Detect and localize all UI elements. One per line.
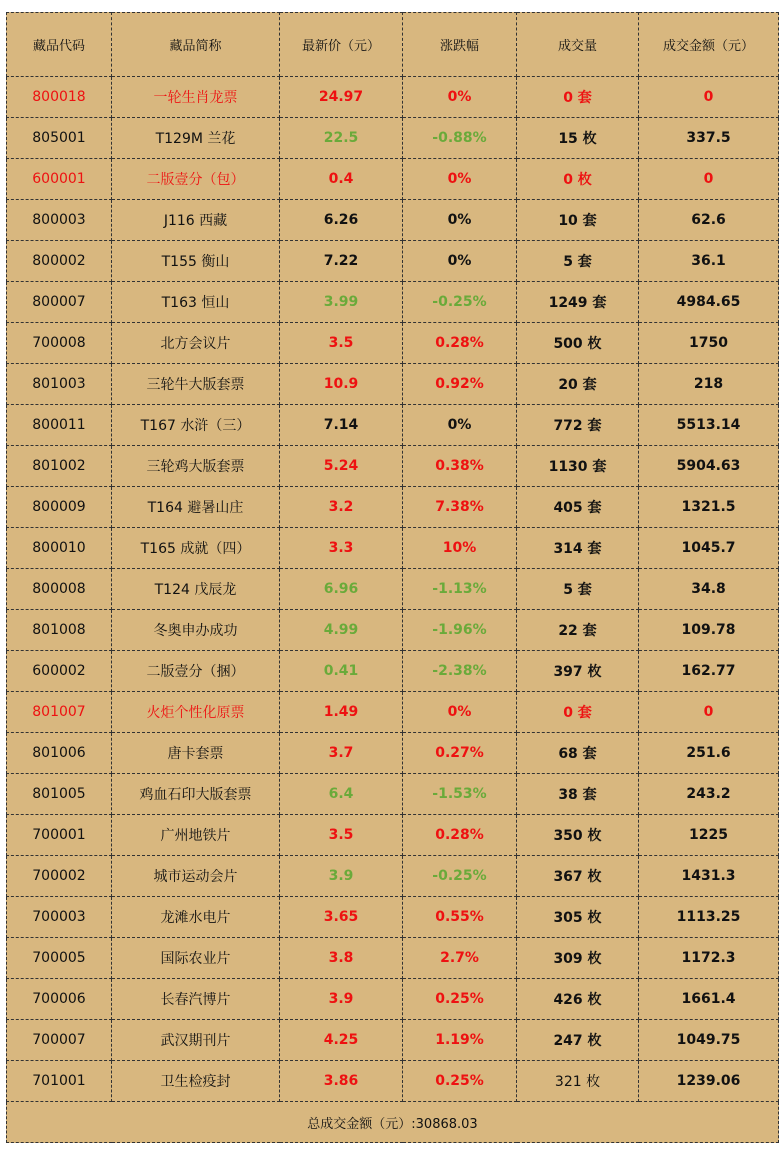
cell-change: 0%: [403, 77, 517, 118]
header-change: 涨跌幅: [403, 13, 517, 77]
cell-change: 1.19%: [403, 1020, 517, 1061]
table-row: [7, 938, 779, 979]
cell-volume: 305 枚: [517, 897, 639, 938]
cell-code: 600001: [7, 159, 112, 200]
cell-volume: 426 枚: [517, 979, 639, 1020]
cell-name: 武汉期刊片: [112, 1020, 280, 1061]
cell-amount: 1750: [639, 323, 779, 364]
cell-code: 805001: [7, 118, 112, 159]
cell-price: 1.49: [280, 692, 403, 733]
table-row: [7, 1061, 779, 1102]
cell-change: -0.25%: [403, 282, 517, 323]
cell-code: 701001: [7, 1061, 112, 1102]
cell-price: 3.86: [280, 1061, 403, 1102]
cell-code: 801003: [7, 364, 112, 405]
cell-amount: 4984.65: [639, 282, 779, 323]
cell-name: 广州地铁片: [112, 815, 280, 856]
cell-code: 800003: [7, 200, 112, 241]
cell-code: 700007: [7, 1020, 112, 1061]
table-row: [7, 446, 779, 487]
cell-amount: 5513.14: [639, 405, 779, 446]
cell-amount: 337.5: [639, 118, 779, 159]
cell-change: -1.53%: [403, 774, 517, 815]
cell-code: 800009: [7, 487, 112, 528]
cell-name: 二版壹分（包）: [112, 159, 280, 200]
cell-price: 3.2: [280, 487, 403, 528]
cell-volume: 350 枚: [517, 815, 639, 856]
cell-change: -0.25%: [403, 856, 517, 897]
cell-volume: 5 套: [517, 569, 639, 610]
table-row: [7, 979, 779, 1020]
market-table-container: [6, 12, 778, 1143]
cell-volume: 397 枚: [517, 651, 639, 692]
cell-amount: 1049.75: [639, 1020, 779, 1061]
table-row: [7, 200, 779, 241]
cell-name: 鸡血石印大版套票: [112, 774, 280, 815]
table-row: [7, 774, 779, 815]
cell-price: 3.5: [280, 323, 403, 364]
cell-price: 4.99: [280, 610, 403, 651]
cell-price: 3.8: [280, 938, 403, 979]
cell-price: 0.4: [280, 159, 403, 200]
cell-name: J116 西藏: [112, 200, 280, 241]
table-body: [7, 77, 779, 1102]
cell-volume: 314 套: [517, 528, 639, 569]
cell-price: 3.5: [280, 815, 403, 856]
table-row: [7, 118, 779, 159]
table-row: [7, 487, 779, 528]
table-row: [7, 897, 779, 938]
cell-name: 龙滩水电片: [112, 897, 280, 938]
header-amount: 成交金额（元）: [639, 13, 779, 77]
cell-amount: 36.1: [639, 241, 779, 282]
cell-name: 三轮牛大版套票: [112, 364, 280, 405]
cell-amount: 5904.63: [639, 446, 779, 487]
table-row: [7, 651, 779, 692]
cell-code: 801008: [7, 610, 112, 651]
cell-amount: 1239.06: [639, 1061, 779, 1102]
cell-name: 长春汽博片: [112, 979, 280, 1020]
cell-code: 700008: [7, 323, 112, 364]
cell-name: 国际农业片: [112, 938, 280, 979]
market-table: [6, 12, 779, 1143]
cell-code: 801006: [7, 733, 112, 774]
cell-change: 2.7%: [403, 938, 517, 979]
cell-volume: 10 套: [517, 200, 639, 241]
cell-change: 0.25%: [403, 1061, 517, 1102]
total-amount: 总成交金额（元）:30868.03: [7, 1102, 779, 1143]
cell-amount: 1431.3: [639, 856, 779, 897]
table-row: [7, 364, 779, 405]
cell-amount: 251.6: [639, 733, 779, 774]
cell-name: T129M 兰花: [112, 118, 280, 159]
cell-name: T124 戊辰龙: [112, 569, 280, 610]
table-row: [7, 405, 779, 446]
cell-code: 801002: [7, 446, 112, 487]
cell-amount: 162.77: [639, 651, 779, 692]
cell-change: -0.88%: [403, 118, 517, 159]
cell-amount: 62.6: [639, 200, 779, 241]
cell-price: 3.65: [280, 897, 403, 938]
cell-code: 801007: [7, 692, 112, 733]
cell-change: 0.28%: [403, 323, 517, 364]
cell-code: 700002: [7, 856, 112, 897]
cell-volume: 0 套: [517, 692, 639, 733]
cell-name: 三轮鸡大版套票: [112, 446, 280, 487]
cell-volume: 1249 套: [517, 282, 639, 323]
table-row: [7, 323, 779, 364]
cell-amount: 1172.3: [639, 938, 779, 979]
header-name: 藏品简称: [112, 13, 280, 77]
header-price: 最新价（元）: [280, 13, 403, 77]
cell-change: 0%: [403, 692, 517, 733]
cell-code: 800002: [7, 241, 112, 282]
cell-volume: 247 枚: [517, 1020, 639, 1061]
cell-change: 10%: [403, 528, 517, 569]
cell-amount: 1045.7: [639, 528, 779, 569]
table-row: [7, 159, 779, 200]
cell-name: T167 水浒（三）: [112, 405, 280, 446]
cell-volume: 0 套: [517, 77, 639, 118]
cell-name: 火炬个性化原票: [112, 692, 280, 733]
cell-code: 801005: [7, 774, 112, 815]
cell-volume: 367 枚: [517, 856, 639, 897]
cell-code: 800007: [7, 282, 112, 323]
table-row: [7, 692, 779, 733]
cell-volume: 68 套: [517, 733, 639, 774]
cell-price: 6.4: [280, 774, 403, 815]
cell-code: 700003: [7, 897, 112, 938]
cell-change: 0.38%: [403, 446, 517, 487]
cell-code: 700005: [7, 938, 112, 979]
cell-change: -1.96%: [403, 610, 517, 651]
cell-amount: 34.8: [639, 569, 779, 610]
table-row: [7, 856, 779, 897]
cell-amount: 1321.5: [639, 487, 779, 528]
cell-code: 600002: [7, 651, 112, 692]
cell-volume: 1130 套: [517, 446, 639, 487]
header-code: 藏品代码: [7, 13, 112, 77]
cell-name: T164 避暑山庄: [112, 487, 280, 528]
cell-change: 0.28%: [403, 815, 517, 856]
cell-change: 0%: [403, 241, 517, 282]
cell-change: 0%: [403, 159, 517, 200]
cell-change: -2.38%: [403, 651, 517, 692]
cell-name: 冬奥申办成功: [112, 610, 280, 651]
cell-volume: 772 套: [517, 405, 639, 446]
cell-amount: 109.78: [639, 610, 779, 651]
header-volume: 成交量: [517, 13, 639, 77]
cell-name: 城市运动会片: [112, 856, 280, 897]
table-row: [7, 241, 779, 282]
cell-name: 二版壹分（捆）: [112, 651, 280, 692]
cell-name: 北方会议片: [112, 323, 280, 364]
cell-change: 7.38%: [403, 487, 517, 528]
cell-volume: 15 枚: [517, 118, 639, 159]
cell-name: 唐卡套票: [112, 733, 280, 774]
cell-price: 6.96: [280, 569, 403, 610]
cell-change: -1.13%: [403, 569, 517, 610]
cell-price: 10.9: [280, 364, 403, 405]
cell-amount: 0: [639, 159, 779, 200]
cell-amount: 1661.4: [639, 979, 779, 1020]
cell-price: 6.26: [280, 200, 403, 241]
cell-volume: 20 套: [517, 364, 639, 405]
cell-price: 3.9: [280, 856, 403, 897]
cell-price: 4.25: [280, 1020, 403, 1061]
cell-amount: 1225: [639, 815, 779, 856]
cell-price: 5.24: [280, 446, 403, 487]
table-row: [7, 77, 779, 118]
cell-price: 7.14: [280, 405, 403, 446]
cell-change: 0%: [403, 200, 517, 241]
cell-name: 卫生检疫封: [112, 1061, 280, 1102]
cell-name: T155 衡山: [112, 241, 280, 282]
cell-amount: 1113.25: [639, 897, 779, 938]
cell-change: 0.55%: [403, 897, 517, 938]
cell-code: 700006: [7, 979, 112, 1020]
cell-amount: 0: [639, 77, 779, 118]
header-row: [7, 13, 779, 77]
cell-volume: 22 套: [517, 610, 639, 651]
cell-name: T165 成就（四）: [112, 528, 280, 569]
cell-volume: 38 套: [517, 774, 639, 815]
footer-row: [7, 1102, 779, 1143]
cell-code: 800011: [7, 405, 112, 446]
cell-price: 3.9: [280, 979, 403, 1020]
cell-change: 0.92%: [403, 364, 517, 405]
table-row: [7, 610, 779, 651]
table-row: [7, 733, 779, 774]
cell-price: 7.22: [280, 241, 403, 282]
cell-price: 3.3: [280, 528, 403, 569]
cell-volume: 405 套: [517, 487, 639, 528]
cell-volume: 321 枚: [517, 1061, 639, 1102]
table-row: [7, 528, 779, 569]
cell-volume: 309 枚: [517, 938, 639, 979]
cell-code: 800008: [7, 569, 112, 610]
cell-volume: 0 枚: [517, 159, 639, 200]
cell-price: 3.99: [280, 282, 403, 323]
table-row: [7, 1020, 779, 1061]
cell-code: 800018: [7, 77, 112, 118]
cell-amount: 218: [639, 364, 779, 405]
cell-price: 0.41: [280, 651, 403, 692]
cell-change: 0.25%: [403, 979, 517, 1020]
cell-price: 24.97: [280, 77, 403, 118]
cell-change: 0.27%: [403, 733, 517, 774]
cell-code: 700001: [7, 815, 112, 856]
cell-amount: 243.2: [639, 774, 779, 815]
cell-price: 22.5: [280, 118, 403, 159]
table-row: [7, 569, 779, 610]
table-row: [7, 282, 779, 323]
cell-amount: 0: [639, 692, 779, 733]
cell-name: 一轮生肖龙票: [112, 77, 280, 118]
cell-price: 3.7: [280, 733, 403, 774]
cell-volume: 5 套: [517, 241, 639, 282]
cell-volume: 500 枚: [517, 323, 639, 364]
cell-name: T163 恒山: [112, 282, 280, 323]
cell-code: 800010: [7, 528, 112, 569]
table-row: [7, 815, 779, 856]
cell-change: 0%: [403, 405, 517, 446]
